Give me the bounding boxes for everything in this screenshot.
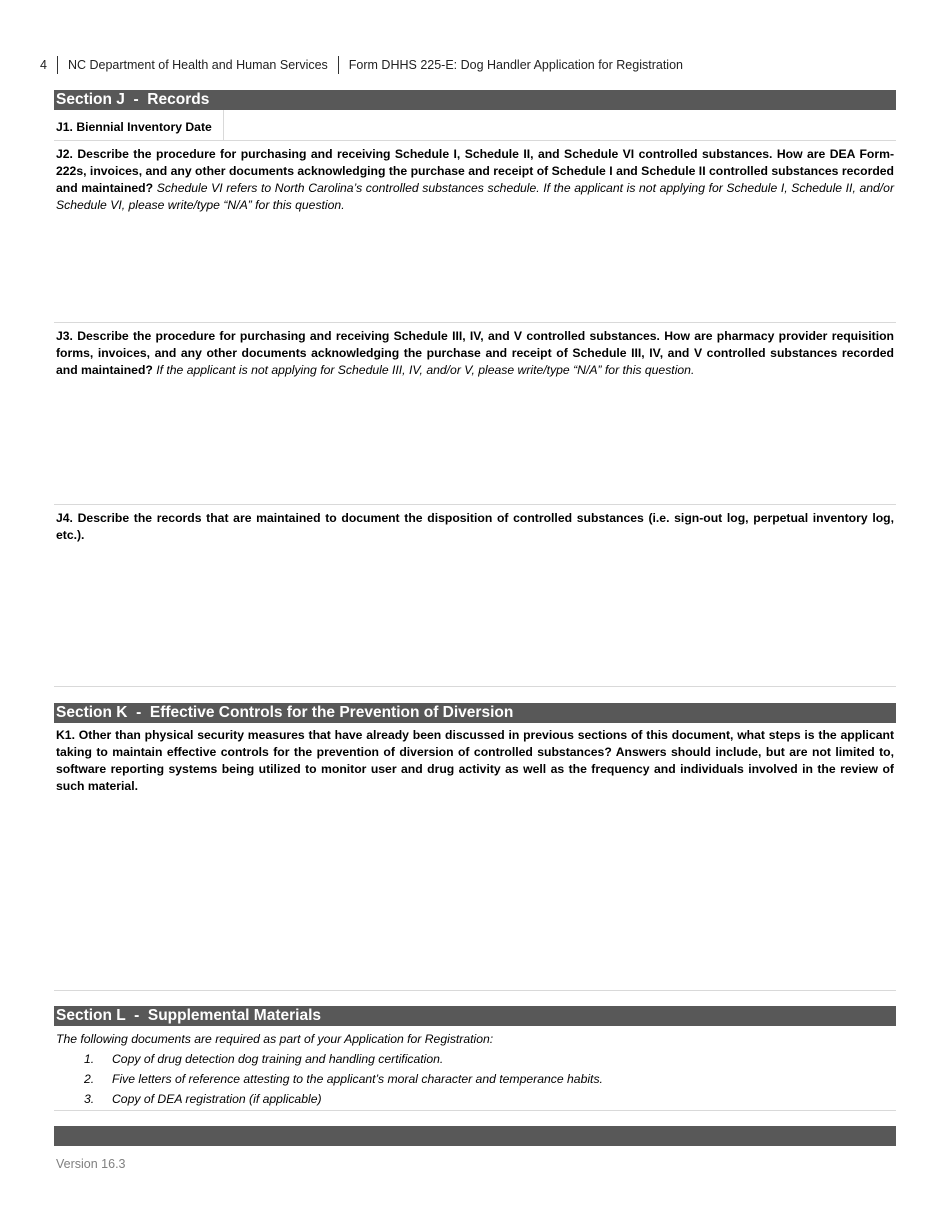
list-item: 2. Five letters of reference attesting to the applicant’s moral character and temperance habits. <box>84 1072 603 1086</box>
section-l-bottom-line <box>54 1110 896 1111</box>
page-number: 4 <box>40 58 47 72</box>
j4-answer-field[interactable] <box>54 530 896 684</box>
j4-question: J4. Describe the records that are maintained to document the disposition of controlled substances (i.e. sign-out log, perpetual inventory log, etc.). <box>56 511 894 542</box>
section-j-header: Section J - Records <box>54 90 896 110</box>
list-item: 3. Copy of DEA registration (if applicable) <box>84 1092 322 1106</box>
header-divider <box>57 56 58 74</box>
header-divider <box>338 56 339 74</box>
list-item: 1. Copy of drug detection dog training and handling certification. <box>84 1052 444 1066</box>
j1-label: J1. Biennial Inventory Date <box>56 120 212 134</box>
j3-field-line <box>54 504 896 505</box>
j3-question: J3. Describe the procedure for purchasing and receiving Schedule III, IV, and V controlled substances. How are pharmacy provider requisition forms, invoices, and any other documents acknowledging the purchase and receipt of Schedule III, IV, and V controlled substances recorded and maintained? If the applicant is not applying for Schedule III, IV, and/or V, please write/type “N/A” for this question. <box>56 329 894 377</box>
k1-question: K1. Other than physical security measures that have already been discussed in previous sections of this document, what steps is the applicant taking to maintain effective controls for the prevention of diversion of controlled substances? Answers should include, but are not limited to, software reporting systems being utilized to monitor user and drug activity as well as the frequency and individuals involved in the review of such material. <box>56 728 894 793</box>
footer-bar <box>54 1126 896 1146</box>
page-header <box>40 56 683 74</box>
section-k-header: Section K - Effective Controls for the Prevention of Diversion <box>54 703 896 723</box>
supplemental-intro: The following documents are required as part of your Application for Registration: <box>56 1032 494 1046</box>
j4-field-line <box>54 686 896 687</box>
form-title: Form DHHS 225-E: Dog Handler Application for Registration <box>348 58 683 72</box>
section-l-header: Section L - Supplemental Materials <box>54 1006 896 1026</box>
j3-answer-field[interactable] <box>54 380 896 502</box>
j1-field-line <box>54 140 896 141</box>
k1-field-line <box>54 990 896 991</box>
j2-answer-field[interactable] <box>54 214 896 320</box>
j1-date-field[interactable] <box>224 111 896 139</box>
department-name: NC Department of Health and Human Services <box>67 58 328 72</box>
k1-answer-field[interactable] <box>54 798 896 988</box>
j2-field-line <box>54 322 896 323</box>
version-label: Version 16.3 <box>56 1157 126 1171</box>
j2-question: J2. Describe the procedure for purchasing and receiving Schedule I, Schedule II, and Schedule VI controlled substances. How are DEA Form-222s, invoices, and any other documents acknowledging the purchase and receipt of Schedule I and Schedule II controlled substances recorded and maintained? Schedule VI refers to North Carolina’s controlled substances schedule. If the applicant is not applying for Schedule I, Schedule II, and/or Schedule VI, please write/type “N/A” for this question. <box>56 147 894 212</box>
